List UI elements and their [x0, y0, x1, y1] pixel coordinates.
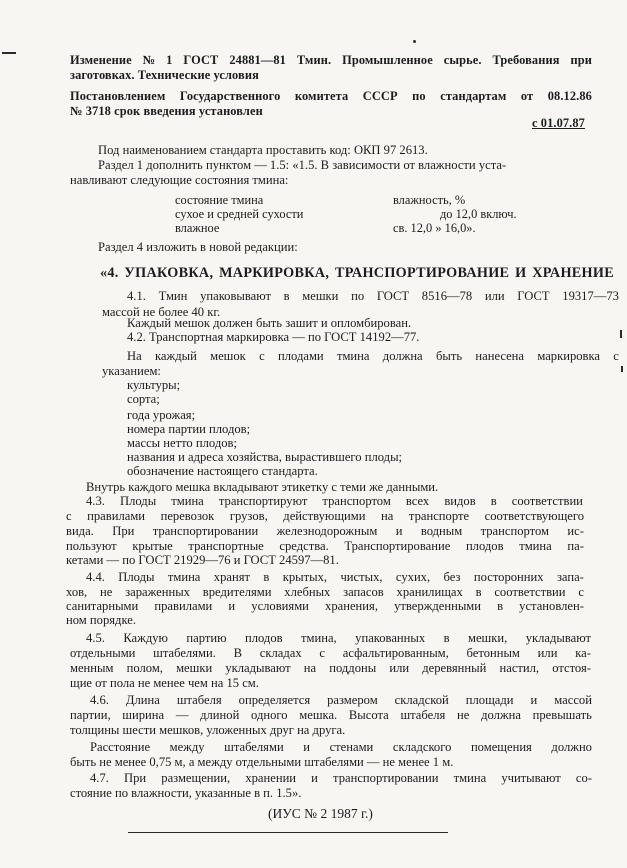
word: и [228, 599, 236, 613]
word: и [395, 524, 403, 538]
word: Длина [125, 693, 160, 707]
word: На [127, 349, 142, 363]
word: должна [382, 349, 423, 363]
word: транспортировании [333, 771, 439, 785]
word: при [570, 53, 592, 67]
word: штабелями [224, 740, 284, 754]
word: всех [405, 494, 430, 508]
word: Транспортирование [344, 539, 451, 553]
resolution-line-1 [70, 89, 592, 104]
word: отдельными [70, 646, 136, 660]
word: на [303, 661, 317, 675]
intro-okp-code: Под наименованием стандарта проставить код: ОКП 97 2613. [98, 143, 428, 157]
word: вида. [66, 524, 94, 538]
word: хов, [66, 585, 88, 599]
word: не [457, 708, 470, 722]
word: Промышленное [342, 53, 433, 67]
word: утвержденными [394, 599, 481, 613]
body-line: Внутрь каждого мешка вкладывают этикетку с теми же данными. [86, 480, 439, 494]
word: упаковывают [200, 289, 271, 303]
word: 4.6. [90, 693, 109, 707]
word: видов [444, 494, 476, 508]
section4-note: Раздел 4 изложить в новой редакции: [98, 240, 298, 254]
body-line [70, 661, 591, 676]
word: хранении [245, 771, 297, 785]
word: настил, [499, 661, 540, 675]
word: соответствии [511, 494, 583, 508]
word: транспортировании [152, 524, 259, 538]
effective-date: с 01.07.87 [532, 116, 585, 130]
word: 19317—73 [562, 289, 619, 303]
body-line [127, 289, 619, 304]
body-line: массой не более 40 кг. [102, 305, 221, 319]
word: сырье. [443, 53, 482, 67]
word: стенами [329, 740, 374, 754]
word: При [124, 771, 147, 785]
word: зараженных [125, 585, 190, 599]
word: 4.4. [86, 570, 105, 584]
table-row-state: сухое и средней сухости [175, 207, 304, 221]
word: УПАКОВКА, [124, 265, 214, 281]
word: ГОСТ [517, 289, 550, 303]
word: должна [481, 708, 521, 722]
word: Плоды [119, 494, 157, 508]
body-line [127, 349, 619, 364]
word: асфальтированным, [342, 646, 449, 660]
body-line [70, 646, 591, 661]
word: помещения [470, 740, 532, 754]
word: в [283, 289, 290, 303]
body-line: щие от пола не менее чем на 15 см. [70, 676, 259, 690]
word: штабелями. [153, 646, 216, 660]
bottom-rule [128, 832, 448, 833]
intro-section1-line-a: Раздел 1 дополнить пунктом — 1.5: «1.5. В зависимости от влажности уста- [98, 158, 507, 172]
word: соответствии [494, 585, 566, 599]
word: 4.5. [86, 631, 105, 645]
word: штабеля [176, 693, 222, 707]
word: на [381, 509, 394, 523]
word: мешки [176, 661, 213, 675]
word: без [443, 570, 461, 584]
body-line [66, 524, 584, 539]
resolution-line-2: № 3718 срок введения установлен [70, 104, 263, 118]
word: в [443, 631, 450, 645]
word: крытых, [282, 570, 328, 584]
word: действующими [283, 509, 366, 523]
body-line: сорта; [127, 392, 160, 406]
body-line: кетами — по ГОСТ 21929—76 и ГОСТ 24597—81. [66, 553, 339, 567]
word: комитета [294, 89, 349, 103]
body-line [86, 631, 591, 646]
word: транспортом [480, 524, 549, 538]
word: соответствующего [484, 509, 584, 523]
word: 4.1. [127, 289, 146, 303]
word: 08.12.86 [547, 89, 592, 103]
word: тмина [519, 539, 552, 553]
word: Расстояние [90, 740, 151, 754]
word: площади [465, 693, 514, 707]
word: партию [186, 631, 227, 645]
word: учитывают [501, 771, 561, 785]
word: полом, [126, 661, 163, 675]
word: мешки, [468, 631, 508, 645]
word: по [412, 89, 426, 103]
word: между [169, 740, 205, 754]
word: мешка. [299, 708, 338, 722]
word: поддоны [329, 661, 377, 675]
word: тмина [453, 771, 487, 785]
word: складской [394, 693, 449, 707]
body-line [66, 585, 584, 600]
word: СССР [362, 89, 398, 103]
word: упакованных [355, 631, 426, 645]
word: 4.3. [86, 494, 105, 508]
word: от [520, 89, 534, 103]
scan-speck [413, 40, 416, 43]
word: грузов, [229, 509, 268, 523]
word: тмина [167, 570, 201, 584]
word: запа- [556, 570, 584, 584]
word: тмина [336, 349, 370, 363]
word: отстоя- [552, 661, 591, 675]
word: или [389, 661, 410, 675]
footer-reference: (ИУС № 2 1987 г.) [268, 806, 373, 821]
word: санитарными [66, 599, 139, 613]
word: ширина [122, 708, 165, 722]
section4-title [100, 265, 614, 282]
body-line: стояние по влажности, указанные в п. 1.5». [70, 786, 302, 800]
body-line: названия и адреса хозяйства, вырастившего плоды; [127, 450, 403, 464]
word: средства. [279, 539, 329, 553]
header-line-2: заготовках. Технические условия [70, 68, 259, 82]
table-row-value: до 12,0 включ. [440, 207, 517, 221]
word: транспортные [188, 539, 264, 553]
word: бетонным [466, 646, 520, 660]
word: запасов [343, 585, 384, 599]
word: превышать [532, 708, 592, 722]
word: транспорте [408, 509, 470, 523]
word: условиями [251, 599, 309, 613]
word: нанесена [475, 349, 525, 363]
word: должно [551, 740, 592, 754]
body-line [66, 509, 584, 524]
word: массой [554, 693, 592, 707]
body-line: ном порядке. [66, 613, 136, 627]
body-line [70, 708, 592, 723]
body-line: массы нетто плодов; [127, 436, 237, 450]
word: маркировка [537, 349, 600, 363]
word: ХРАНЕНИЕ [532, 265, 614, 281]
word: Каждую [123, 631, 168, 645]
word: партии, [70, 708, 111, 722]
body-line: Каждый мешок должен быть зашит и опломбирован. [127, 316, 412, 330]
word: размером [327, 693, 378, 707]
word: и [311, 771, 318, 785]
word: или [484, 289, 505, 303]
word: с [319, 646, 326, 660]
body-line: указанием: [102, 364, 161, 378]
word: ка- [575, 646, 591, 660]
word: вредителями [202, 585, 272, 599]
body-line: года урожая; [127, 408, 196, 422]
word: железнодорожным [276, 524, 378, 538]
word: определяется [238, 693, 311, 707]
word: транспортируют [218, 494, 308, 508]
word: ТРАНСПОРТИРОВАНИЕ [334, 265, 510, 281]
table-header-state: состояние тмина [175, 193, 264, 207]
body-line: обозначение настоящего стандарта. [127, 464, 318, 478]
word: № [142, 53, 156, 67]
word: менным [70, 661, 114, 675]
word: Тмин [158, 289, 188, 303]
word: установлен- [519, 599, 584, 613]
intro-section1-line-b: навливают следующие состояния тмина: [70, 173, 289, 187]
word: Постановлением [70, 89, 166, 103]
word: 8516—78 [421, 289, 473, 303]
body-line [86, 570, 584, 585]
word: правилами [154, 599, 213, 613]
word: ГОСТ [183, 53, 219, 67]
word: 1 [166, 53, 173, 67]
word: штабеля [400, 708, 446, 722]
body-line [86, 494, 583, 509]
body-line: толщины шести мешков, уложенных друг на друга. [70, 723, 346, 737]
word: При [112, 524, 135, 538]
word: — [175, 708, 189, 722]
word: с [613, 349, 619, 363]
word: тмина, [301, 631, 337, 645]
word: водным [420, 524, 463, 538]
word: ГОСТ [376, 289, 410, 303]
word: И [515, 265, 527, 281]
word: «4. [100, 265, 119, 281]
word: складах [259, 646, 302, 660]
word: 4.7. [90, 771, 109, 785]
word: стандартам [440, 89, 507, 103]
word: в [497, 599, 504, 613]
word: и [530, 693, 538, 707]
body-line [90, 740, 592, 755]
word: с [578, 585, 584, 599]
word: с [66, 509, 72, 523]
body-line: быть не менее 0,75 м, а между отдельными штабелями — не менее 1 м. [70, 755, 454, 769]
word: хранилищах [396, 585, 463, 599]
margin-mark [620, 330, 622, 338]
word: Изменение [70, 53, 132, 67]
word: размещении, [161, 771, 231, 785]
word: в [490, 494, 497, 508]
word: плодами [277, 349, 324, 363]
header-line-1 [70, 53, 592, 68]
body-line [66, 539, 584, 554]
word: Тмин. [296, 53, 332, 67]
word: или [537, 646, 558, 660]
body-line [90, 693, 592, 708]
word: Государственного [179, 89, 281, 103]
margin-mark [621, 366, 623, 372]
word: в [263, 570, 270, 584]
word: па- [567, 539, 584, 553]
word: складского [392, 740, 452, 754]
word: хранят [213, 570, 251, 584]
word: ис- [567, 524, 584, 538]
body-line: 4.2. Транспортная маркировка — по ГОСТ 14192—77. [127, 330, 420, 344]
word: со- [575, 771, 592, 785]
word: перевозок [160, 509, 215, 523]
scan-mark [2, 52, 16, 54]
word: укладывают [225, 661, 291, 675]
word: укладывают [525, 631, 591, 645]
word: Требования [492, 53, 560, 67]
word: плодов [465, 539, 504, 553]
word: одного [251, 708, 288, 722]
word: хлебных [284, 585, 331, 599]
word: деревянный [422, 661, 487, 675]
word: МАРКИРОВКА, [219, 265, 330, 281]
word: В [233, 646, 243, 660]
word: по [351, 289, 365, 303]
table-header-moisture: влажность, % [393, 193, 466, 207]
word: хранения, [325, 599, 378, 613]
word: транспортом [322, 494, 391, 508]
word: тмина [171, 494, 204, 508]
word: не [100, 585, 113, 599]
body-line: номера партии плодов; [127, 422, 251, 436]
table-row-value: св. 12,0 » 16,0». [393, 221, 476, 235]
word: с [259, 349, 265, 363]
word: каждый [154, 349, 197, 363]
word: и [303, 740, 310, 754]
word: быть [435, 349, 463, 363]
word: мешок [210, 349, 246, 363]
word: сухих, [395, 570, 431, 584]
word: пользуют [66, 539, 117, 553]
word: Высота [348, 708, 389, 722]
word: чистых, [340, 570, 383, 584]
word: 24881—81 [229, 53, 286, 67]
body-line [66, 599, 584, 614]
word: правилами [87, 509, 146, 523]
word: мешки [302, 289, 339, 303]
word: длиной [200, 708, 240, 722]
word: Плоды [118, 570, 155, 584]
word: в [475, 585, 482, 599]
body-line: культуры; [127, 378, 181, 392]
body-line [90, 771, 592, 786]
table-row-state: влажное [175, 221, 220, 235]
word: посторонних [473, 570, 544, 584]
word: крытые [132, 539, 173, 553]
word: плодов [244, 631, 283, 645]
